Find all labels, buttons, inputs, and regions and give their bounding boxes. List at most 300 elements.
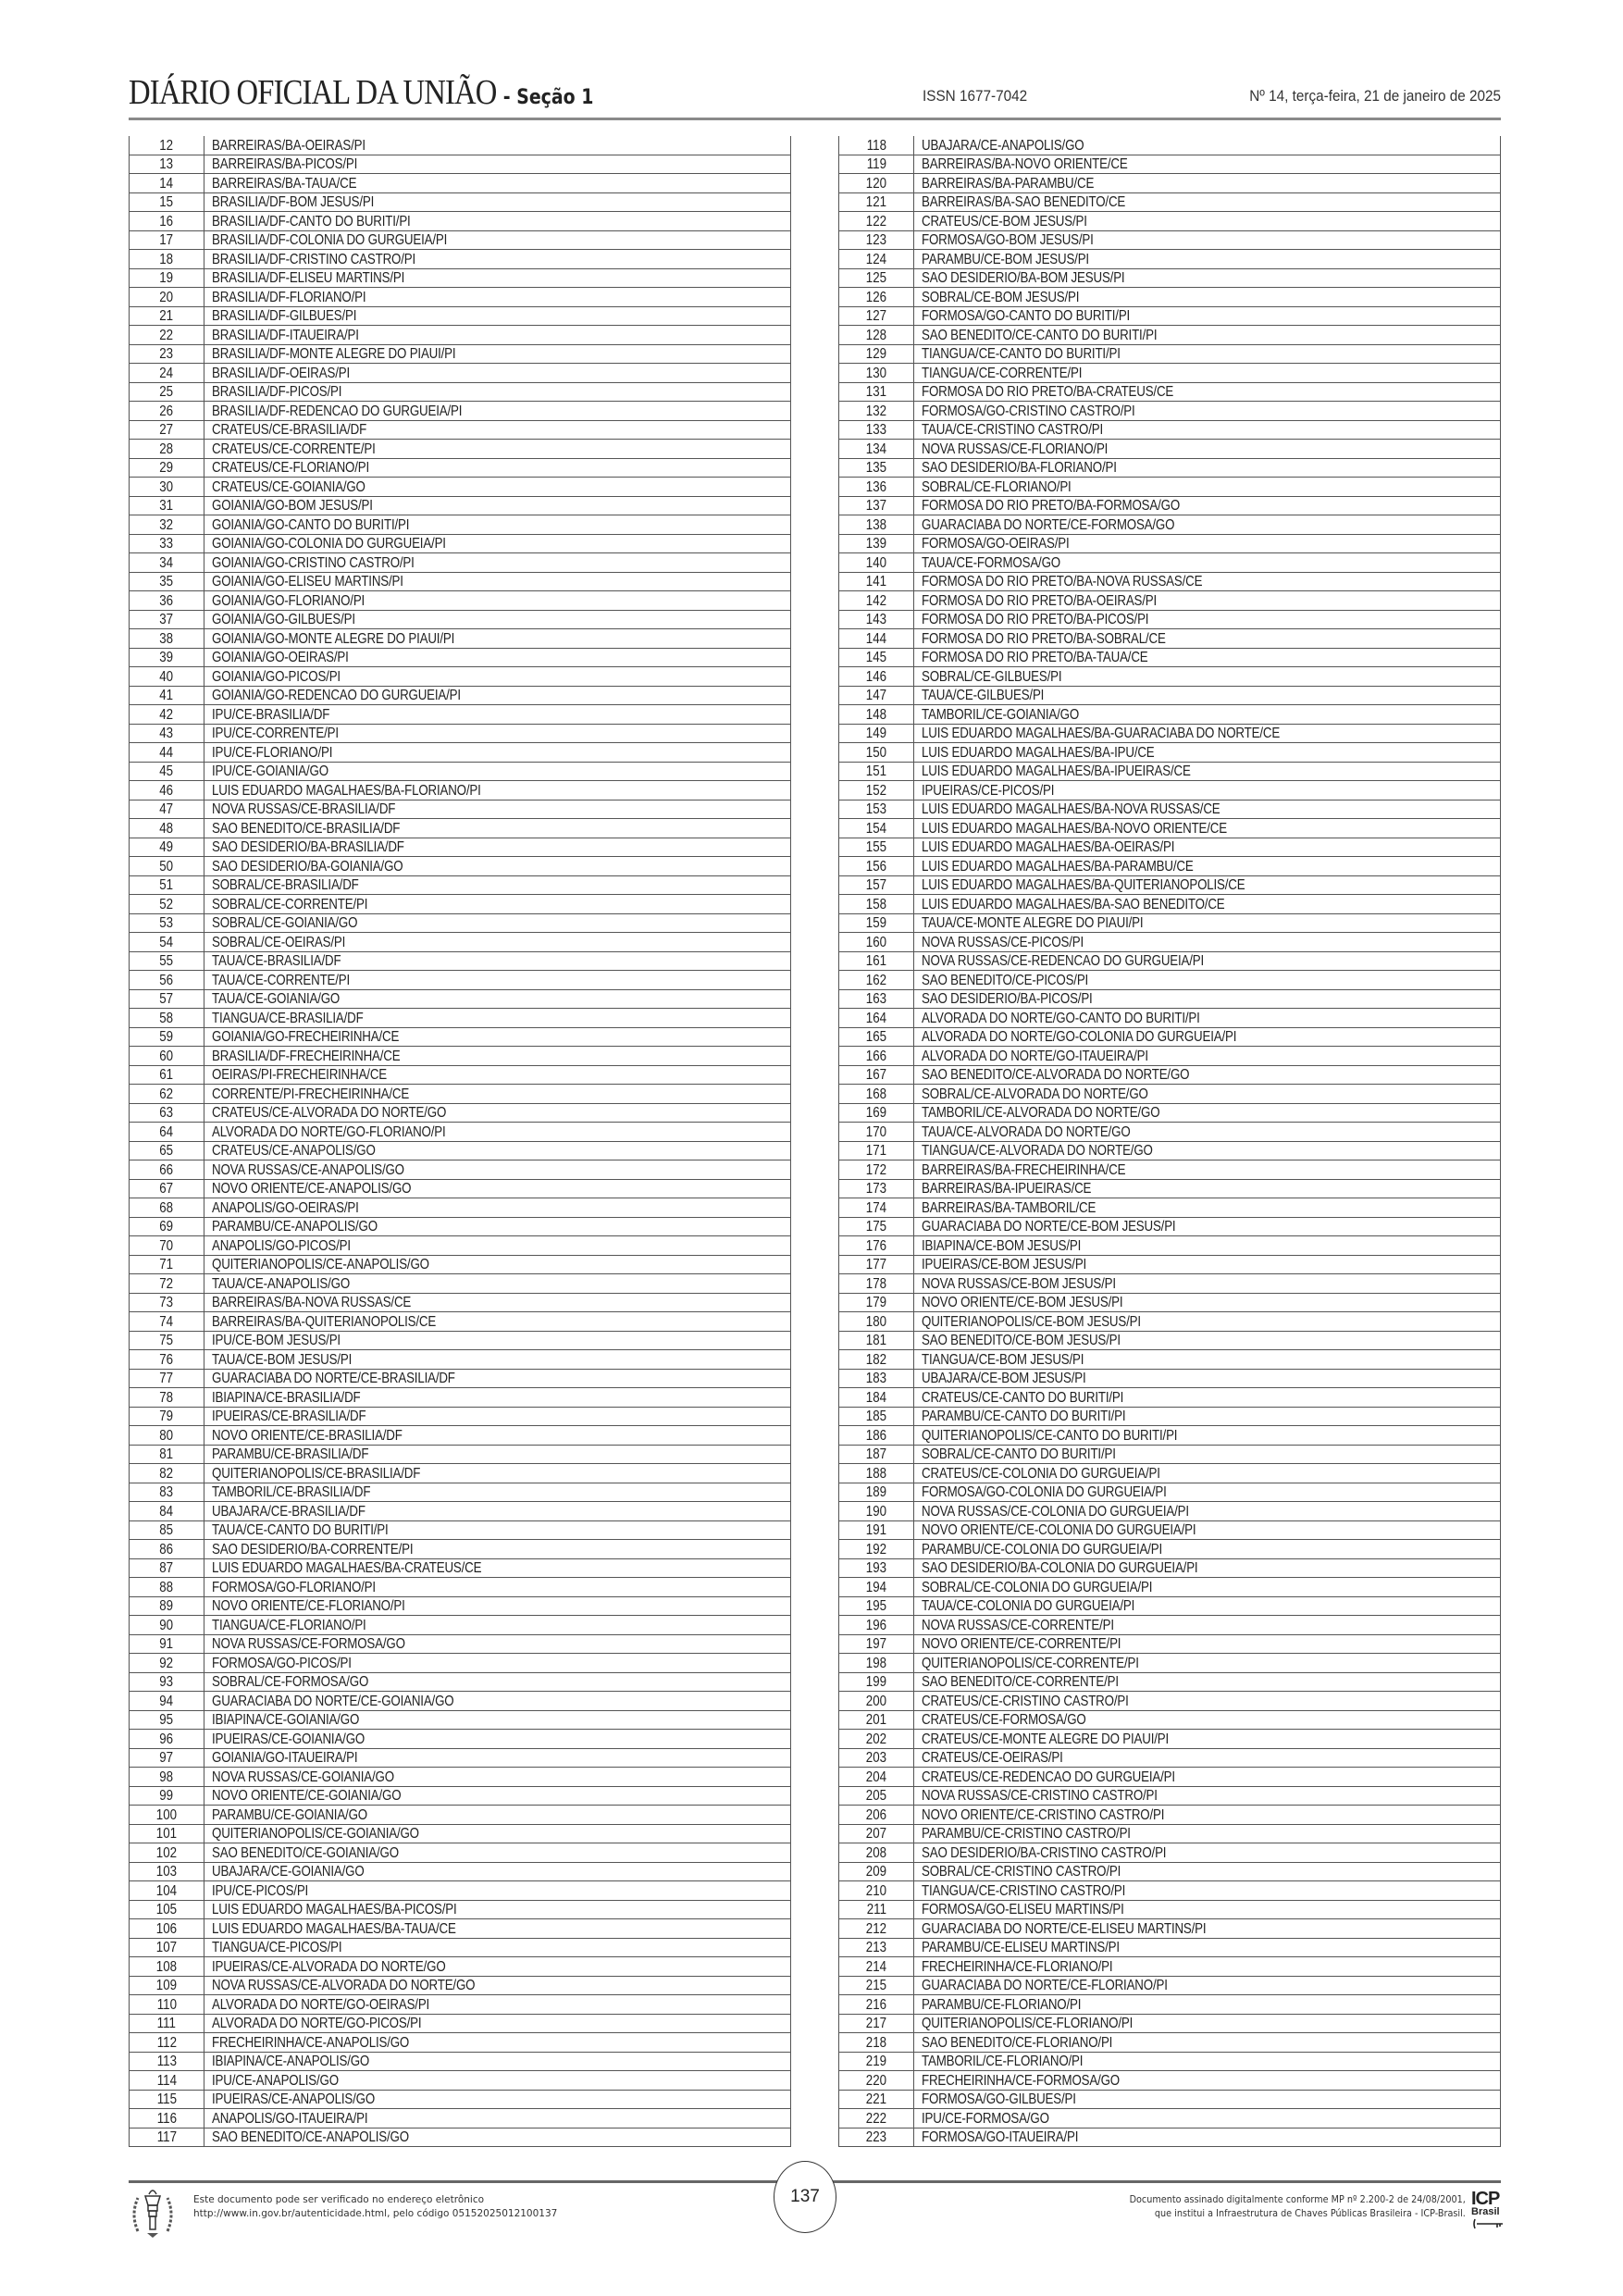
row-number [839, 1407, 914, 1426]
row-number-text: 154 [865, 820, 887, 837]
table-row [130, 1350, 791, 1370]
table-row [839, 478, 1501, 497]
table-row [130, 933, 791, 952]
row-number-text: 94 [159, 1693, 174, 1709]
route-name [914, 364, 1501, 383]
table-row [839, 1483, 1501, 1502]
route-name-text: IBIAPINA/CE-BRASILIA/DF [212, 1389, 361, 1406]
table-row [839, 895, 1501, 914]
table-row [130, 1255, 791, 1274]
row-number-text: 64 [159, 1123, 174, 1140]
route-name-text: CRATEUS/CE-ALVORADA DO NORTE/GO [212, 1105, 447, 1121]
route-name-text: GUARACIABA DO NORTE/CE-FORMOSA/GO [922, 516, 1175, 533]
row-number [839, 1976, 914, 1995]
row-number-text: 100 [155, 1806, 178, 1823]
route-name-text: SOBRAL/CE-FORMOSA/GO [212, 1674, 369, 1690]
table-row [839, 1730, 1501, 1749]
row-number [839, 1464, 914, 1483]
route-name [914, 572, 1501, 591]
row-number [839, 1160, 914, 1180]
table-row [130, 1558, 791, 1578]
table-row [839, 743, 1501, 763]
row-number-text: 93 [159, 1674, 174, 1690]
route-name-text: PARAMBU/CE-BRASILIA/DF [212, 1446, 369, 1462]
icp-logo-text: ICP [1471, 2189, 1500, 2209]
row-number [839, 667, 914, 687]
row-number [130, 155, 204, 174]
route-name [914, 1938, 1501, 1957]
route-name-text: TAUA/CE-FORMOSA/GO [922, 554, 1060, 571]
row-number-text: 48 [159, 820, 174, 837]
route-name [914, 1540, 1501, 1559]
route-name-text: BARREIRAS/BA-NOVA RUSSAS/CE [212, 1295, 412, 1310]
row-number [839, 402, 914, 421]
route-name-text: FORMOSA/GO-CRISTINO CASTRO/PI [922, 403, 1135, 419]
row-number [839, 1786, 914, 1806]
route-name-text: QUITERIANOPOLIS/CE-CORRENTE/PI [922, 1655, 1139, 1671]
row-number [130, 1768, 204, 1787]
row-number-text: 142 [865, 592, 887, 609]
route-name-text: SAO BENEDITO/CE-ALVORADA DO NORTE/GO [922, 1067, 1190, 1083]
row-number-text: 28 [159, 441, 174, 457]
table-row [839, 364, 1501, 383]
route-name-text: BARREIRAS/BA-PARAMBU/CE [922, 175, 1095, 192]
row-number [130, 1179, 204, 1198]
route-name-text: BRASILIA/DF-REDENCAO DO GURGUEIA/PI [212, 403, 463, 419]
route-name-text: IPUEIRAS/CE-PICOS/PI [922, 782, 1055, 799]
route-name-text: CRATEUS/CE-FLORIANO/PI [212, 460, 370, 476]
table-row [839, 1085, 1501, 1104]
row-number [130, 515, 204, 535]
row-number-text: 187 [865, 1446, 887, 1462]
route-name-text: NOVO ORIENTE/CE-BRASILIA/DF [212, 1427, 403, 1444]
route-name [204, 1445, 791, 1464]
route-name [914, 2090, 1501, 2109]
row-number-text: 22 [159, 327, 174, 343]
route-name [914, 951, 1501, 971]
row-number [839, 1692, 914, 1711]
row-number [839, 895, 914, 914]
row-number-text: 151 [865, 763, 887, 779]
row-number [839, 364, 914, 383]
route-name-text: FORMOSA/GO-OEIRAS/PI [922, 536, 1070, 552]
route-name [204, 762, 791, 781]
route-name [914, 1654, 1501, 1673]
row-number [839, 913, 914, 933]
row-number-text: 49 [159, 839, 174, 855]
row-number [130, 875, 204, 895]
route-name [914, 629, 1501, 649]
table-row [839, 458, 1501, 478]
row-number-text: 179 [865, 1295, 887, 1310]
row-number-text: 133 [865, 422, 887, 438]
table-row [839, 572, 1501, 591]
row-number [839, 1578, 914, 1597]
route-name [204, 1502, 791, 1521]
row-number [130, 1520, 204, 1540]
route-name [914, 1768, 1501, 1787]
table-row [839, 648, 1501, 667]
row-number-text: 114 [156, 2072, 177, 2089]
row-number [130, 989, 204, 1009]
row-number [130, 1009, 204, 1028]
row-number [839, 534, 914, 553]
row-number-text: 89 [159, 1598, 174, 1614]
table-row [839, 250, 1501, 269]
row-number-text: 25 [159, 384, 174, 400]
route-name-text: UBAJARA/CE-ANAPOLIS/GO [922, 137, 1084, 154]
route-name-text: PARAMBU/CE-GOIANIA/GO [212, 1806, 367, 1823]
row-number [839, 1710, 914, 1730]
row-number-text: 167 [865, 1067, 887, 1083]
route-name [204, 1065, 791, 1085]
row-number-text: 191 [865, 1522, 887, 1538]
route-name [914, 1369, 1501, 1388]
route-name-text: NOVO ORIENTE/CE-ANAPOLIS/GO [212, 1181, 412, 1197]
table-row [130, 155, 791, 174]
row-number-text: 135 [865, 460, 887, 476]
row-number [839, 1293, 914, 1312]
table-row [839, 591, 1501, 611]
table-row [130, 1616, 791, 1635]
row-number [839, 1009, 914, 1028]
table-row [839, 1806, 1501, 1825]
route-name-text: GOIANIA/GO-REDENCAO DO GURGUEIA/PI [212, 688, 461, 703]
table-row [130, 667, 791, 687]
route-name [204, 496, 791, 515]
route-name-text: PARAMBU/CE-ELISEU MARTINS/PI [922, 1940, 1120, 1955]
row-number-text: 87 [159, 1560, 174, 1576]
row-number [130, 1710, 204, 1730]
route-name [914, 648, 1501, 667]
row-number-text: 148 [865, 706, 887, 723]
route-name [914, 2052, 1501, 2071]
route-name-text: IBIAPINA/CE-GOIANIA/GO [212, 1712, 360, 1728]
row-number-text: 197 [865, 1636, 887, 1652]
route-name [914, 1634, 1501, 1654]
route-name-text: QUITERIANOPOLIS/CE-FLORIANO/PI [922, 2016, 1134, 2031]
row-number-text: 68 [159, 1199, 174, 1216]
route-name-text: NOVO ORIENTE/CE-COLONIA DO GURGUEIA/PI [922, 1522, 1196, 1538]
row-number-text: 90 [159, 1617, 174, 1633]
route-name-text: LUIS EDUARDO MAGALHAES/BA-PARAMBU/CE [922, 858, 1194, 875]
table-row [130, 1464, 791, 1483]
row-number-text: 50 [159, 858, 174, 875]
route-name [914, 1009, 1501, 1028]
row-number [130, 268, 204, 288]
route-name [914, 989, 1501, 1009]
route-name-text: BRASILIA/DF-GILBUES/PI [212, 308, 357, 324]
row-number [130, 1293, 204, 1312]
table-row [130, 1312, 791, 1332]
table-row [130, 1768, 791, 1787]
route-name-text: BRASILIA/DF-FRECHEIRINHA/CE [212, 1048, 401, 1064]
row-number [130, 724, 204, 743]
route-name-text: SAO DESIDERIO/BA-PICOS/PI [922, 991, 1093, 1007]
row-number [130, 610, 204, 629]
route-name-text: CRATEUS/CE-FORMOSA/GO [922, 1712, 1086, 1728]
table-row [130, 1919, 791, 1939]
route-name [204, 1141, 791, 1160]
row-number [839, 989, 914, 1009]
row-number [130, 1824, 204, 1843]
route-name [204, 1995, 791, 2015]
route-name-text: GOIANIA/GO-OEIRAS/PI [212, 650, 349, 665]
row-number [839, 629, 914, 649]
row-number [130, 667, 204, 687]
route-name-text: TAUA/CE-CANTO DO BURITI/PI [212, 1522, 389, 1538]
route-name-text: IPU/CE-BRASILIA/DF [212, 706, 330, 723]
table-row [130, 2090, 791, 2109]
row-number [130, 1160, 204, 1180]
table-row [839, 971, 1501, 990]
route-name-text: SOBRAL/CE-BRASILIA/DF [212, 877, 359, 893]
table-row [839, 1350, 1501, 1370]
route-name [204, 2109, 791, 2128]
route-name-text: TIANGUA/CE-FLORIANO/PI [212, 1617, 366, 1633]
row-number-text: 143 [865, 612, 887, 627]
row-number [130, 933, 204, 952]
row-number [839, 933, 914, 952]
row-number-text: 169 [865, 1105, 887, 1121]
route-name-text: SAO DESIDERIO/BA-BOM JESUS/PI [922, 270, 1125, 286]
row-number-text: 78 [159, 1389, 174, 1406]
table-row [130, 1179, 791, 1198]
row-number [839, 1843, 914, 1863]
route-name [914, 155, 1501, 174]
row-number [130, 192, 204, 212]
row-number [130, 1957, 204, 1977]
route-name [204, 724, 791, 743]
route-name [914, 1900, 1501, 1919]
row-number [130, 1236, 204, 1256]
route-name-text: PARAMBU/CE-FLORIANO/PI [922, 1996, 1082, 2013]
publication-title: DIÁRIO OFICIAL DA UNIÃO [129, 73, 497, 112]
route-name [204, 230, 791, 250]
table-row [130, 1881, 791, 1901]
route-name-text: IPU/CE-ANAPOLIS/GO [212, 2072, 339, 2089]
row-number-text: 120 [865, 175, 887, 192]
table-row [130, 1710, 791, 1730]
route-name-text: ALVORADA DO NORTE/GO-ITAUEIRA/PI [922, 1048, 1148, 1064]
row-number [839, 1085, 914, 1104]
route-name [204, 174, 791, 193]
table-row [839, 1843, 1501, 1863]
route-name-text: TAMBORIL/CE-BRASILIA/DF [212, 1484, 371, 1500]
table-row [839, 382, 1501, 402]
route-name-text: FORMOSA/GO-CANTO DO BURITI/PI [922, 308, 1131, 324]
row-number-text: 125 [865, 270, 887, 286]
table-row [839, 440, 1501, 459]
row-number [839, 174, 914, 193]
route-name [204, 1900, 791, 1919]
route-name-text: IPUEIRAS/CE-BOM JESUS/PI [922, 1257, 1087, 1272]
row-number-text: 161 [865, 953, 887, 969]
route-name [204, 478, 791, 497]
row-number-text: 219 [865, 2054, 887, 2069]
row-number-text: 205 [865, 1788, 887, 1804]
table-row [130, 1843, 791, 1863]
table-row [839, 875, 1501, 895]
route-name-text: TIANGUA/CE-CRISTINO CASTRO/PI [922, 1882, 1126, 1899]
route-name-text: TAUA/CE-BRASILIA/DF [212, 953, 341, 969]
route-name [204, 1255, 791, 1274]
route-name [914, 344, 1501, 364]
row-number [839, 288, 914, 307]
route-name [204, 838, 791, 857]
row-number [130, 420, 204, 440]
row-number [839, 762, 914, 781]
route-name [914, 1198, 1501, 1218]
route-name [204, 420, 791, 440]
row-number [839, 1198, 914, 1218]
row-number [130, 1578, 204, 1597]
row-number [130, 1862, 204, 1881]
row-number-text: 107 [155, 1940, 178, 1955]
row-number [839, 306, 914, 326]
row-number-text: 32 [159, 516, 174, 533]
route-name [914, 306, 1501, 326]
row-number [130, 1198, 204, 1218]
route-name-text: SOBRAL/CE-OEIRAS/PI [212, 934, 346, 950]
route-name-text: BRASILIA/DF-PICOS/PI [212, 384, 342, 400]
row-number [130, 1369, 204, 1388]
row-number-text: 63 [159, 1105, 174, 1121]
route-name [914, 800, 1501, 819]
route-name-text: TAUA/CE-GOIANIA/GO [212, 991, 341, 1007]
row-number [839, 496, 914, 515]
table-row [130, 288, 791, 307]
route-name [914, 1710, 1501, 1730]
route-name-text: CRATEUS/CE-CANTO DO BURITI/PI [922, 1389, 1124, 1406]
routes-table-left [129, 136, 791, 2147]
route-name-text: NOVA RUSSAS/CE-BRASILIA/DF [212, 801, 396, 817]
table-row [130, 1540, 791, 1559]
route-name-text: SAO BENEDITO/CE-CORRENTE/PI [922, 1674, 1119, 1690]
table-row [130, 1274, 791, 1294]
row-number [839, 1388, 914, 1408]
row-number-text: 157 [865, 877, 887, 893]
route-name-text: CRATEUS/CE-ANAPOLIS/GO [212, 1143, 376, 1159]
row-number-text: 58 [159, 1010, 174, 1026]
row-number-text: 55 [159, 953, 174, 969]
table-row [839, 174, 1501, 193]
table-row [839, 2090, 1501, 2109]
row-number-text: 193 [865, 1560, 887, 1576]
table-row [839, 553, 1501, 573]
route-name-text: TAUA/CE-CORRENTE/PI [212, 972, 351, 988]
row-number [130, 402, 204, 421]
row-number-text: 189 [865, 1484, 887, 1500]
row-number-text: 213 [865, 1940, 887, 1955]
row-number-text: 95 [159, 1712, 174, 1728]
route-name-text: NOVO ORIENTE/CE-BOM JESUS/PI [922, 1295, 1123, 1310]
table-row [130, 1123, 791, 1142]
route-name-text: BRASILIA/DF-ELISEU MARTINS/PI [212, 270, 405, 286]
row-number [130, 344, 204, 364]
row-number [839, 610, 914, 629]
table-row [839, 2052, 1501, 2071]
route-name-text: NOVO ORIENTE/CE-CORRENTE/PI [922, 1636, 1121, 1652]
route-name [914, 1862, 1501, 1881]
table-row [839, 1388, 1501, 1408]
route-name [204, 250, 791, 269]
route-name-text: LUIS EDUARDO MAGALHAES/BA-SAO BENEDITO/CE [922, 896, 1225, 912]
row-number-text: 150 [865, 744, 887, 761]
route-name-text: SOBRAL/CE-GILBUES/PI [922, 668, 1062, 685]
route-name [204, 1748, 791, 1768]
row-number-text: 35 [159, 574, 174, 590]
row-number-text: 45 [159, 763, 174, 779]
row-number-text: 17 [159, 232, 174, 248]
row-number-text: 46 [159, 782, 174, 799]
table-row [839, 819, 1501, 838]
row-number [839, 1369, 914, 1388]
row-number [130, 1065, 204, 1085]
table-row [130, 1672, 791, 1692]
row-number-text: 31 [159, 498, 174, 514]
route-name-text: SAO DESIDERIO/BA-COLONIA DO GURGUEIA/PI [922, 1560, 1198, 1576]
route-name [204, 1578, 791, 1597]
route-name [914, 1692, 1501, 1711]
route-name [204, 1710, 791, 1730]
table-row [839, 857, 1501, 876]
route-name-text: NOVA RUSSAS/CE-CRISTINO CASTRO/PI [922, 1788, 1158, 1804]
row-number-text: 166 [865, 1048, 887, 1064]
table-row [130, 2033, 791, 2053]
route-name [914, 1464, 1501, 1483]
route-name [204, 2033, 791, 2053]
route-name-text: IPU/CE-FORMOSA/GO [922, 2110, 1049, 2127]
table-row [130, 440, 791, 459]
row-number-text: 181 [865, 1333, 887, 1348]
row-number [130, 1938, 204, 1957]
route-name-text: BARREIRAS/BA-TAUA/CE [212, 175, 357, 192]
route-name-text: NOVA RUSSAS/CE-BOM JESUS/PI [922, 1275, 1116, 1292]
verification-line-1: Este documento pode ser verificado no endereço eletrônico [193, 2194, 485, 2205]
row-number-text: 72 [159, 1275, 174, 1292]
route-name-text: TAUA/CE-COLONIA DO GURGUEIA/PI [922, 1598, 1135, 1614]
row-number-text: 103 [155, 1864, 178, 1880]
row-number-text: 171 [865, 1143, 887, 1159]
table-row [130, 686, 791, 705]
row-number-text: 144 [865, 630, 887, 647]
table-row [839, 1217, 1501, 1236]
row-number [130, 174, 204, 193]
row-number-text: 23 [159, 346, 174, 362]
row-number-text: 69 [159, 1219, 174, 1235]
row-number-text: 220 [865, 2072, 887, 2089]
route-name [914, 496, 1501, 515]
route-name-text: BARREIRAS/BA-TAMBORIL/CE [922, 1199, 1096, 1216]
table-row [130, 1654, 791, 1673]
route-name-text: QUITERIANOPOLIS/CE-GOIANIA/GO [212, 1826, 419, 1842]
route-name-text: NOVA RUSSAS/CE-ALVORADA DO NORTE/GO [212, 1978, 476, 1993]
row-number-text: 84 [159, 1503, 174, 1520]
row-number [130, 1976, 204, 1995]
route-name [914, 724, 1501, 743]
row-number [130, 250, 204, 269]
route-name-text: CRATEUS/CE-BOM JESUS/PI [922, 213, 1087, 230]
route-name [914, 402, 1501, 421]
route-name-text: TIANGUA/CE-CANTO DO BURITI/PI [922, 346, 1121, 362]
table-row [130, 2014, 791, 2033]
row-number-text: 172 [865, 1161, 887, 1178]
route-name-text: UBAJARA/CE-BRASILIA/DF [212, 1503, 365, 1520]
route-name [914, 534, 1501, 553]
table-row [839, 1198, 1501, 1218]
row-number-text: 43 [159, 726, 174, 741]
